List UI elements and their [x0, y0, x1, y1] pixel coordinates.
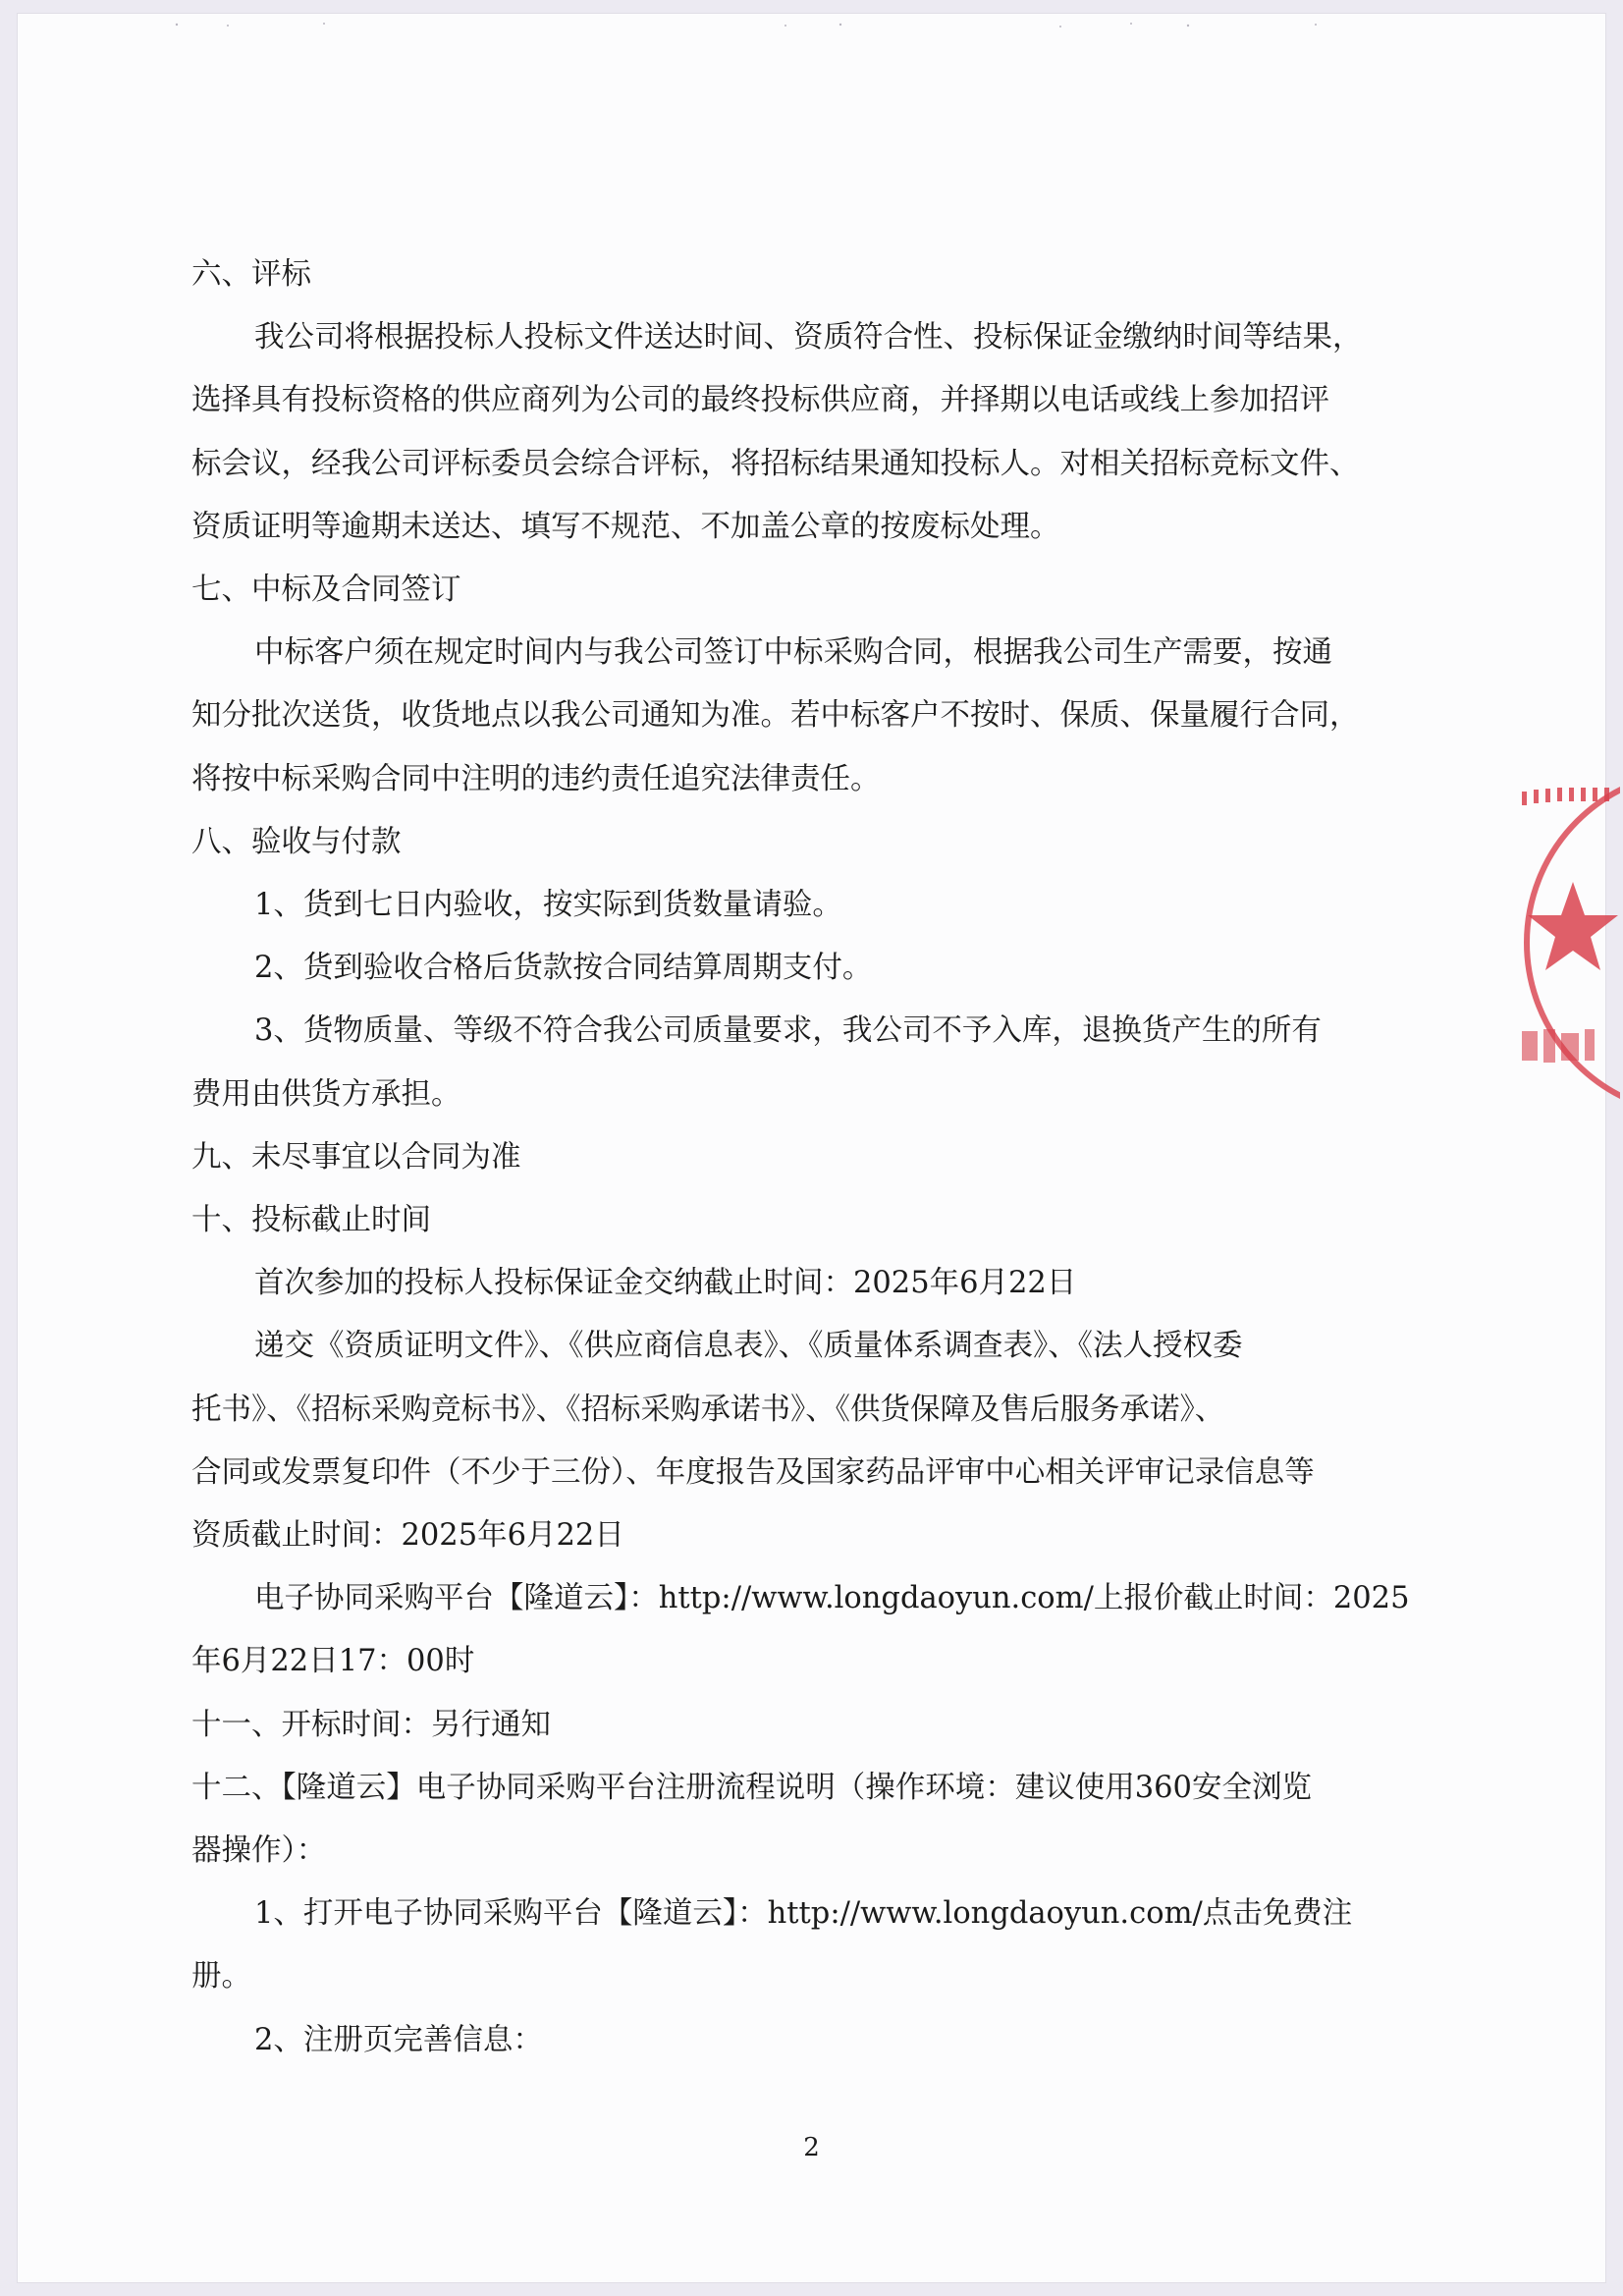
- section-heading: 九、未尽事宜以合同为准: [191, 1139, 521, 1175]
- paragraph-line: 首次参加的投标人投标保证金交纳截止时间：2025年6月22日: [254, 1266, 1077, 1301]
- paragraph-line: 托书》、《招标采购竞标书》、《招标采购承诺书》、《供货保障及售后服务承诺》、: [191, 1392, 1225, 1427]
- paragraph-line: 资质证明等逾期未送达、填写不规范、不加盖公章的按废标处理。: [191, 509, 1060, 544]
- section-heading: 十二、【隆道云】电子协同采购平台注册流程说明（操作环境：建议使用360安全浏览: [191, 1770, 1312, 1805]
- paragraph-line: 册。: [191, 1959, 251, 1995]
- paragraph-line: 选择具有投标资格的供应商列为公司的最终投标供应商，并择期以电话或线上参加招评: [191, 383, 1329, 418]
- paragraph-line: 标会议，经我公司评标委员会综合评标，将招标结果通知投标人。对相关招标竞标文件、: [191, 446, 1360, 481]
- paragraph-line: 1、货到七日内验收，按实际到货数量请验。: [254, 888, 842, 923]
- section-heading: 七、中标及合同签订: [191, 573, 461, 608]
- section-heading: 十、投标截止时间: [191, 1203, 431, 1238]
- paragraph-line: 2、货到验收合格后货款按合同结算周期支付。: [254, 951, 873, 986]
- paragraph-line: 知分批次送货，收货地点以我公司通知为准。若中标客户不按时、保质、保量履行合同，: [191, 698, 1360, 734]
- document-body: [191, 244, 1424, 2072]
- paragraph-line: 3、货物质量、等级不符合我公司质量要求，我公司不予入库，退换货产生的所有: [254, 1013, 1322, 1049]
- paragraph-line: 合同或发票复印件（不少于三份）、年度报告及国家药品评审中心相关评审记录信息等: [191, 1454, 1315, 1490]
- section-heading: 八、验收与付款: [191, 824, 402, 859]
- page-number: 2: [803, 2133, 820, 2162]
- paragraph-line: 年6月22日17：00时: [191, 1644, 475, 1679]
- paragraph-line: 2、注册页完善信息：: [254, 2022, 543, 2057]
- section-heading: 六、评标: [191, 257, 311, 292]
- paragraph-line: 我公司将根据投标人投标文件送达时间、资质符合性、投标保证金缴纳时间等结果，: [254, 320, 1363, 355]
- paragraph-line: 中标客户须在规定时间内与我公司签订中标采购合同，根据我公司生产需要，按通: [254, 635, 1332, 671]
- paragraph-line: 将按中标采购合同中注明的违约责任追究法律责任。: [191, 761, 881, 796]
- paragraph-line: 电子协同采购平台【隆道云】：http://www.longdaoyun.com/上报价截止时间：2025: [254, 1581, 1410, 1616]
- section-heading: 十一、开标时间：另行通知: [191, 1707, 551, 1742]
- paragraph-line: 递交《资质证明文件》、《供应商信息表》、《质量体系调查表》、《法人授权委: [254, 1329, 1243, 1364]
- paragraph-line: 1、打开电子协同采购平台【隆道云】：http://www.longdaoyun.com/点击免费注: [254, 1896, 1353, 1932]
- paragraph-line: 费用由供货方承担。: [191, 1076, 461, 1112]
- paragraph-line: 器操作）：: [191, 1833, 327, 1869]
- paragraph-line: 资质截止时间：2025年6月22日: [191, 1518, 624, 1554]
- scan-speckles: [0, 22, 1623, 29]
